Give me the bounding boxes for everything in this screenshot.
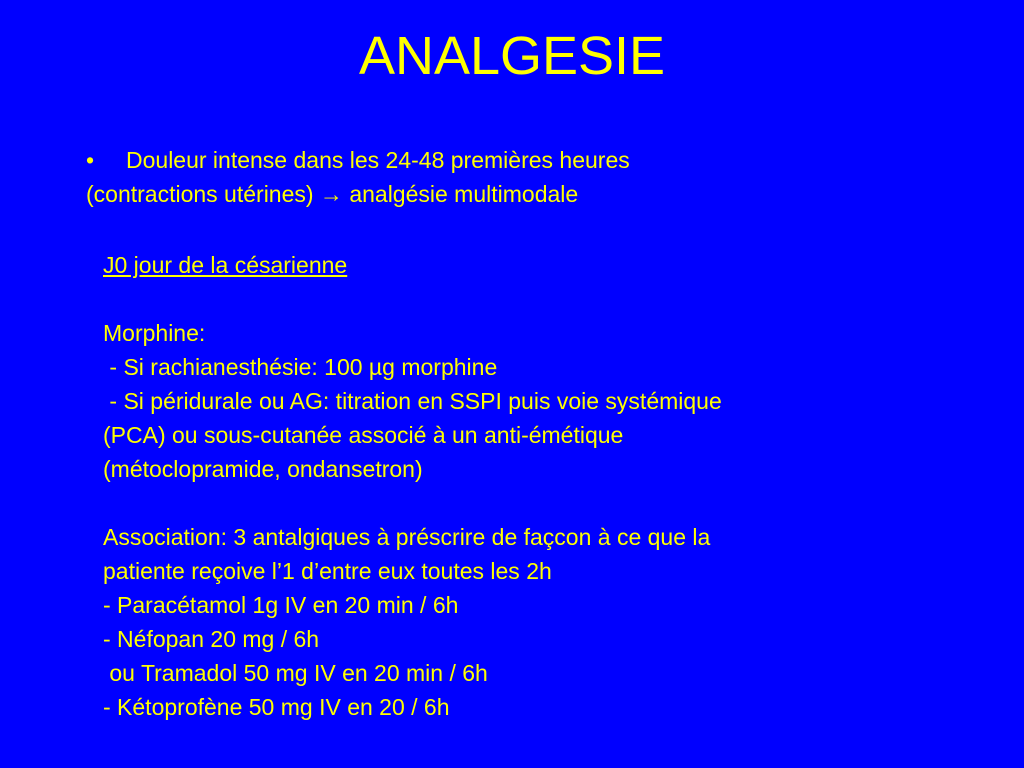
spacer bbox=[103, 282, 1003, 316]
bullet-icon: • bbox=[86, 147, 95, 173]
spacer bbox=[103, 486, 1003, 520]
drug-item: - Paracétamol 1g IV en 20 min / 6h bbox=[103, 592, 459, 618]
intro-bullet bbox=[86, 143, 986, 211]
morphine-item: (PCA) ou sous-cutanée associé à un anti-émétique bbox=[103, 422, 624, 448]
content-block bbox=[103, 248, 1003, 724]
morphine-item: - Si péridurale ou AG: titration en SSPI puis voie systémique bbox=[103, 388, 722, 414]
intro-text-1: Douleur intense dans les 24-48 premières heures bbox=[126, 147, 630, 173]
intro-line-2: (contractions utérines) → analgésie multimodale bbox=[86, 181, 579, 207]
morphine-heading: Morphine: bbox=[103, 320, 206, 346]
morphine-item: (métoclopramide, ondansetron) bbox=[103, 456, 423, 482]
drug-item: - Néfopan 20 mg / 6h bbox=[103, 626, 320, 652]
intro-line-1 bbox=[86, 143, 986, 177]
section-heading: J0 jour de la césarienne bbox=[103, 252, 348, 278]
drug-item: ou Tramadol 50 mg IV en 20 min / 6h bbox=[103, 660, 488, 686]
morphine-item: - Si rachianesthésie: 100 µg morphine bbox=[103, 354, 498, 380]
slide-title: ANALGESIE bbox=[358, 26, 666, 86]
association-line: Association: 3 antalgiques à préscrire de façcon à ce que la bbox=[103, 524, 711, 550]
association-line: patiente reçoive l’1 d’entre eux toutes les 2h bbox=[103, 558, 552, 584]
drug-item: - Kétoprofène 50 mg IV en 20 / 6h bbox=[103, 694, 450, 720]
